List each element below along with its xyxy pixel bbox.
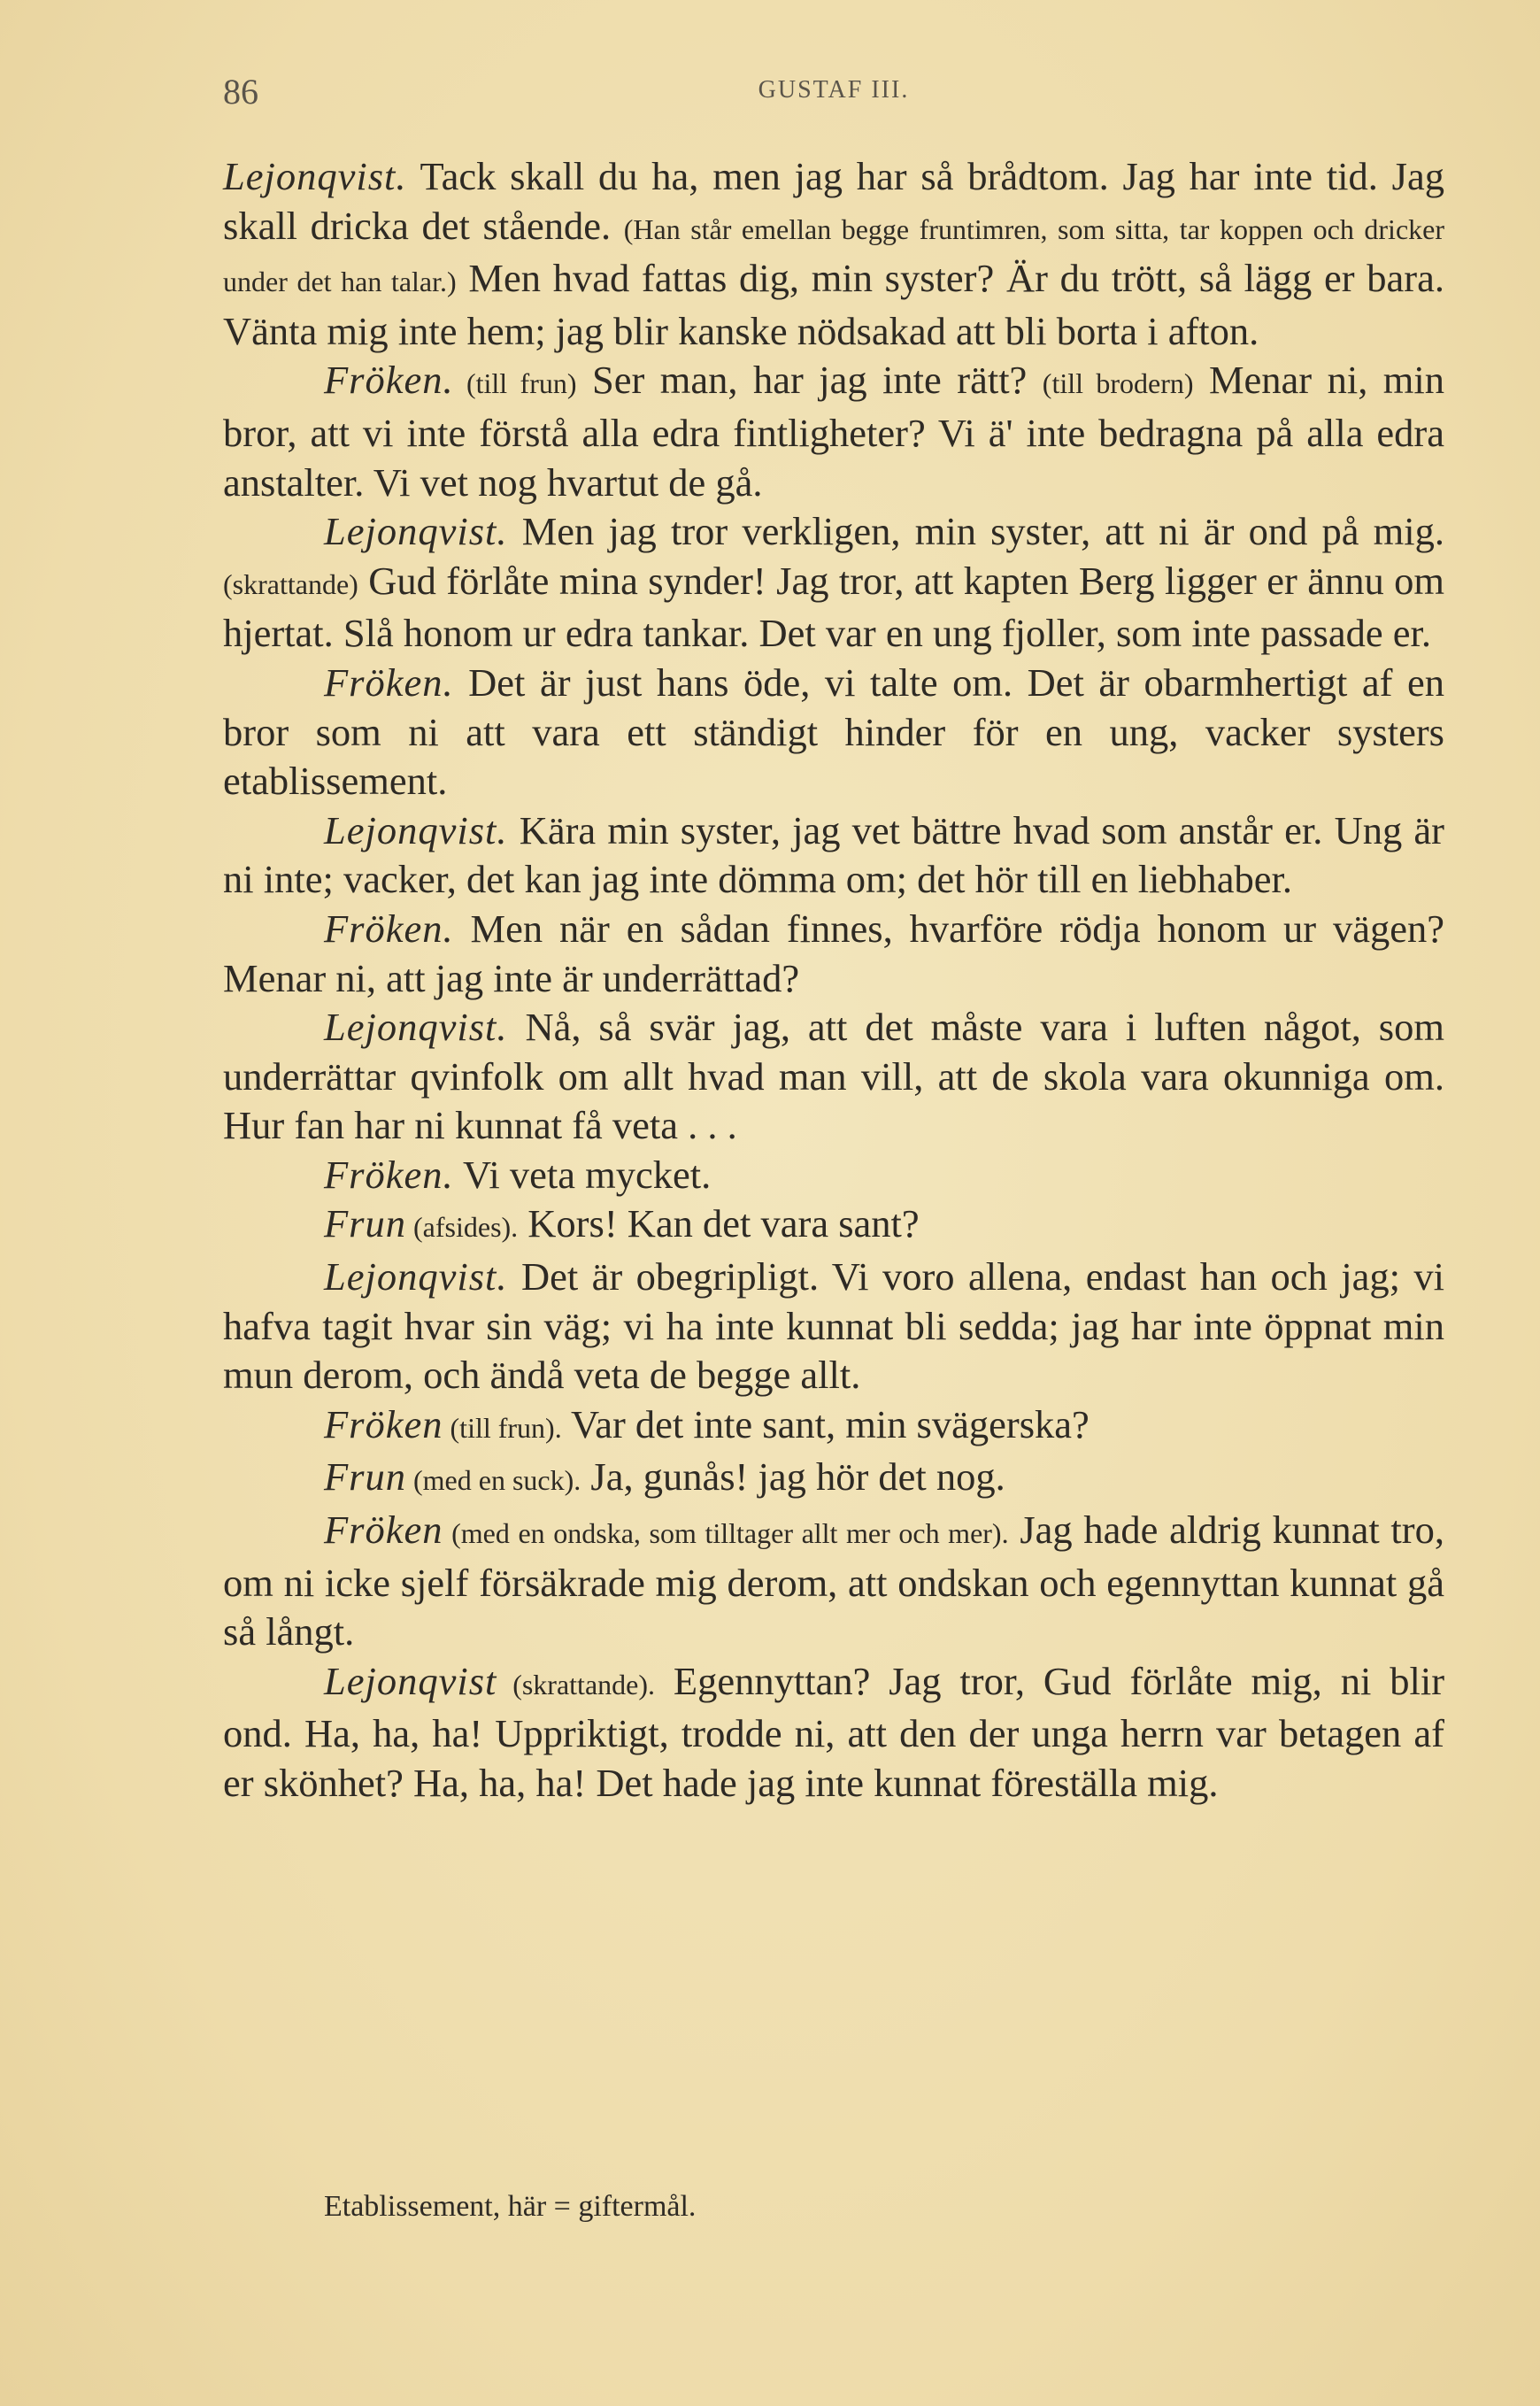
stage-direction: (med en ondska, som tilltager allt mer och mer). — [443, 1517, 1009, 1550]
stage-direction: (skrattande) — [223, 567, 358, 600]
dialogue-text: Nå, så svär jag, att det måste vara i luften något, som underrättar qvinfolk om allt hvad man vill, att de skola vara okunniga om. Hur fan har ni kunnat få veta . . . — [223, 1005, 1444, 1148]
dialogue-text: Vi veta mycket. — [453, 1152, 712, 1197]
speaker-name: Fröken. — [324, 1152, 454, 1197]
stage-direction: (Han står emellan begge fruntimren, som sitta, tar koppen och dricker under det han talar.) — [223, 212, 1445, 298]
speaker-name: Lejonqvist. — [324, 509, 508, 554]
dialogue-text: Gud förlåte mina synder! Jag tror, att kapten Berg ligger er ännu om hjertat. Slå honom ur edra tankar. Det var en ung fjoller, som inte passade er. — [223, 558, 1444, 656]
footnote: Etablissement, här = giftermål. — [324, 2190, 697, 2223]
dialogue-text: Kors! Kan det vara sant? — [518, 1201, 920, 1246]
stage-direction: (till frun). — [443, 1411, 562, 1444]
paragraph — [223, 152, 1444, 356]
dialogue-text: Kära min syster, jag vet bättre hvad som anstår er. Ung är ni inte; vacker, det kan jag inte dömma om; det hör till en liebhaber. — [223, 807, 1444, 902]
speaker-name: Fröken. — [324, 358, 454, 403]
stage-direction: (afsides). — [406, 1211, 519, 1244]
page-header — [223, 71, 1444, 124]
dialogue-text: Det är just hans öde, vi talte om. Det är obarmhertigt af en bror som ni att vara ett ständigt hinder för en ung, vacker systers etablissement. — [223, 659, 1444, 804]
paragraph — [223, 1453, 1444, 1506]
paragraph — [223, 1003, 1444, 1151]
paragraph — [223, 1506, 1444, 1657]
speaker-name: Fröken. — [324, 906, 454, 951]
page-number: 86 — [223, 72, 258, 112]
dialogue-text: Tack skall du ha, men jag har så brådtom. Jag har inte tid. Jag skall dricka det stående. — [223, 154, 1444, 248]
dialogue-text: Menar ni, min bror, att vi inte förstå alla edra fintligheter? Vi ä' inte bedragna på alla edra anstalter. Vi vet nog hvartut de gå. — [223, 358, 1445, 505]
speaker-name: Lejonqvist. — [324, 1005, 508, 1050]
dialogue-text: Det är obegripligt. Vi voro allena, endast han och jag; vi hafva tagit hvar sin väg; vi ha inte kunnat bli sedda; jag har inte öppnat min mun derom, och ändå veta de begge allt. — [223, 1254, 1444, 1398]
dialogue-text: Ja, gunås! jag hör det nog. — [581, 1454, 1005, 1500]
paragraph — [223, 1199, 1444, 1253]
paragraph — [223, 1400, 1444, 1454]
speaker-name: Fröken — [324, 1401, 443, 1446]
paragraph — [223, 1253, 1444, 1400]
speaker-name: Fröken — [324, 1508, 443, 1553]
dialogue-text: Var det inte sant, min svägerska? — [561, 1401, 1090, 1446]
stage-direction: (med en suck). — [406, 1464, 581, 1497]
dialogue-text: Men hvad fattas dig, min syster? Är du trött, så lägg er bara. Vänta mig inte hem; jag blir kanske nödsakad att bli borta i afton. — [223, 256, 1444, 353]
dialogue-text: Jag hade aldrig kunnat tro, om ni icke sjelf försäkrade mig derom, att ondskan och egennyttan kunnat gå så långt. — [223, 1508, 1444, 1654]
running-title: GUSTAF III. — [758, 76, 910, 104]
stage-direction: (till brodern) — [1042, 367, 1194, 400]
dialogue-text: Men jag tror verkligen, min syster, att ni är ond på mig. — [507, 509, 1444, 554]
dialogue-text: Men när en sådan finnes, hvarföre rödja honom ur vägen? Menar ni, att jag inte är underrättad? — [223, 906, 1444, 1000]
dialogue-text: Ser man, har jag inte rätt? — [576, 358, 1043, 403]
paragraph — [223, 905, 1444, 1003]
paragraph — [223, 1657, 1444, 1808]
stage-direction: (skrattande). — [497, 1668, 656, 1700]
speaker-name: Fröken. — [324, 659, 454, 705]
speaker-name: Frun — [324, 1454, 406, 1500]
paragraph — [223, 659, 1444, 806]
paragraph — [223, 356, 1444, 507]
dialogue-text: Egennyttan? Jag tror, Gud förlåte mig, ni blir ond. Ha, ha, ha! Uppriktigt, trodde ni, att den der unga herrn var betagen af er skönhet? Ha, ha, ha! Det hade jag inte kunnat föreställa mig. — [223, 1658, 1445, 1805]
speaker-name: Frun — [324, 1201, 406, 1246]
speaker-name: Lejonqvist — [324, 1658, 497, 1703]
speaker-name: Lejonqvist. — [324, 807, 508, 852]
paragraph — [223, 507, 1444, 659]
paragraph — [223, 1151, 1444, 1200]
speaker-name: Lejonqvist. — [324, 1254, 508, 1299]
paragraph — [223, 806, 1444, 905]
speaker-name: Lejonqvist. — [223, 154, 407, 198]
body-text — [223, 152, 1444, 1808]
stage-direction: (till frun) — [453, 367, 577, 400]
